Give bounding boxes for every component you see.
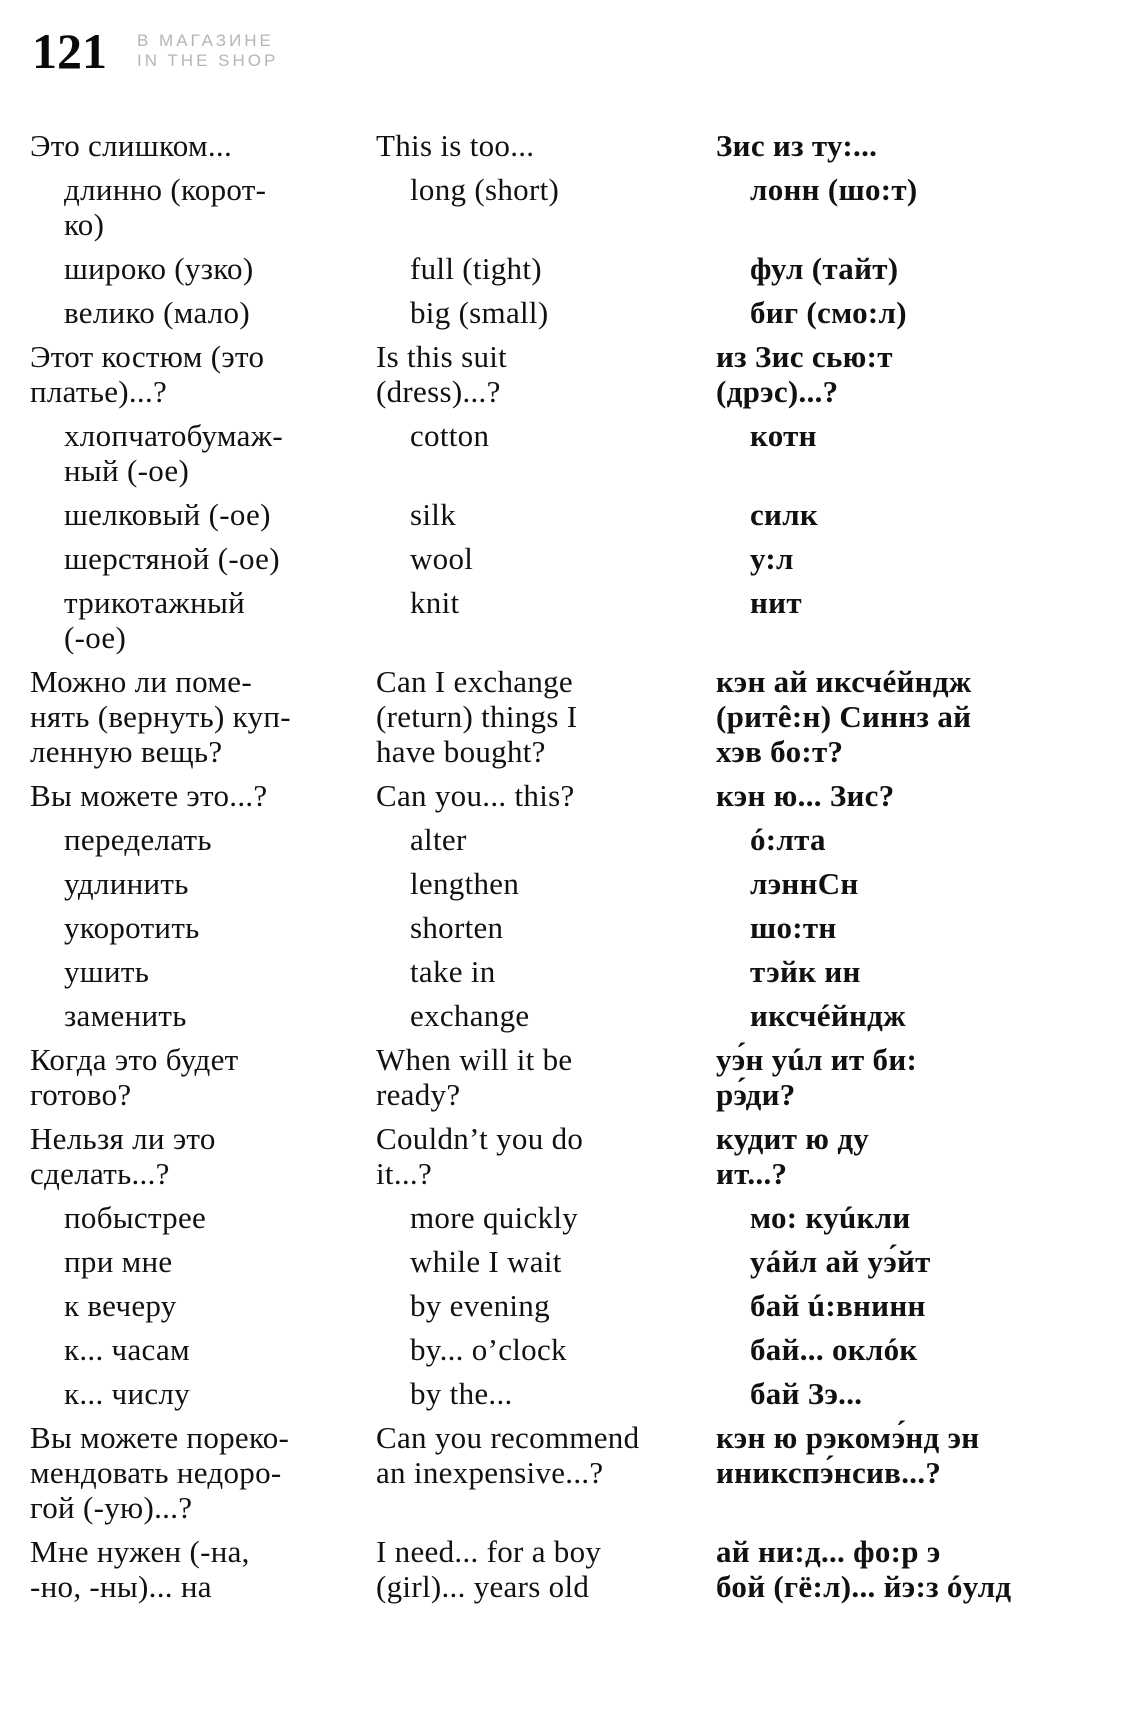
phrase-subrow [30,585,1115,655]
phrase-row [30,1042,1115,1112]
phrase-row [30,339,1115,409]
english-cell: lengthen [410,866,520,901]
transcription-cell: иксчéйндж [750,998,906,1033]
phrase-subrow [30,822,1115,857]
phrase-table [30,120,1115,1613]
running-head [137,31,278,71]
phrase-subrow [30,418,1115,488]
transcription-cell: кэн ай иксчéйндж (ритê:н) Синнз ай хэв бо:т? [716,664,972,769]
english-cell: Can you recommend an inexpensive...? [376,1420,640,1490]
english-cell: Is this suit (dress)...? [376,339,508,409]
russian-cell: велико (мало) [64,295,250,330]
russian-cell: хлопчатобумаж- ный (-ое) [64,418,284,488]
transcription-cell: лонн (шо:т) [750,172,918,207]
english-cell: by the... [410,1376,513,1411]
transcription-cell: тэйк ин [750,954,861,989]
english-cell: cotton [410,418,490,453]
russian-cell: Мне нужен (-на, -но, -ны)... на [30,1534,250,1604]
english-cell: alter [410,822,467,857]
russian-cell: Нельзя ли это сделать...? [30,1121,216,1191]
english-cell: I need... for a boy (girl)... years old [376,1534,602,1604]
transcription-cell: кэн ю... Зис? [716,778,895,813]
transcription-cell: нит [750,585,802,620]
phrase-subrow [30,251,1115,286]
russian-cell: переделать [64,822,212,857]
running-head-ru: В МАГАЗИНЕ [137,31,274,50]
phrase-subrow [30,497,1115,532]
english-cell: This is too... [376,128,535,163]
transcription-cell: кудит ю ду ит...? [716,1121,870,1191]
transcription-cell: ó:лта [750,822,826,857]
transcription-cell: уáйл ай уэ́йт [750,1244,931,1279]
english-cell: silk [410,497,456,532]
transcription-cell: ай ни:д... фо:р э бой (гё:л)... йэ:з óулд [716,1534,1012,1604]
transcription-cell: бай ú:внинн [750,1288,926,1323]
english-cell: long (short) [410,172,560,207]
english-cell: Can I exchange (return) things I have bought? [376,664,578,769]
page-number: 121 [32,23,107,79]
english-cell: shorten [410,910,504,945]
english-cell: by evening [410,1288,550,1323]
english-cell: Couldn’t you do it...? [376,1121,584,1191]
russian-cell: к... числу [64,1376,190,1411]
transcription-cell: фул (тайт) [750,251,899,286]
russian-cell: побыстрее [64,1200,207,1235]
phrase-row [30,1534,1115,1604]
transcription-cell: уэ́н уúл ит би: рэ́ди? [716,1042,918,1112]
russian-cell: удлинить [64,866,189,901]
transcription-cell: у:л [750,541,794,576]
russian-cell: заменить [64,998,187,1033]
english-cell: by... o’clock [410,1332,567,1367]
transcription-cell: из Зис сью:т (дрэс)...? [716,339,893,409]
transcription-cell: шо:тн [750,910,837,945]
transcription-cell: бай Зэ... [750,1376,863,1411]
english-cell: more quickly [410,1200,579,1235]
english-cell: exchange [410,998,530,1033]
russian-cell: широко (узко) [64,251,254,286]
english-cell: take in [410,954,496,989]
russian-cell: Вы можете это...? [30,778,268,813]
russian-cell: Вы можете пореко- мендовать недоро- гой (-ую)...? [30,1420,290,1525]
english-cell: full (tight) [410,251,542,286]
english-cell: big (small) [410,295,549,330]
russian-cell: Когда это будет готово? [30,1042,239,1112]
russian-cell: шелковый (-ое) [64,497,271,532]
running-head-en: IN THE SHOP [137,51,279,70]
english-cell: Can you... this? [376,778,575,813]
phrase-subrow [30,1244,1115,1279]
transcription-cell: мо: куúкли [750,1200,911,1235]
russian-cell: длинно (корот- ко) [64,172,267,242]
transcription-cell: лэннСн [750,866,859,901]
russian-cell: трикотажный (-ое) [64,585,246,655]
phrase-row [30,664,1115,769]
english-cell: When will it be ready? [376,1042,573,1112]
phrase-subrow [30,172,1115,242]
transcription-cell: бай... оклóк [750,1332,918,1367]
phrase-subrow [30,1376,1115,1411]
transcription-cell: котн [750,418,817,453]
transcription-cell: Зис из ту:... [716,128,878,163]
phrase-subrow [30,541,1115,576]
phrase-subrow [30,910,1115,945]
phrase-subrow [30,954,1115,989]
phrase-subrow [30,998,1115,1033]
phrase-row [30,778,1115,813]
russian-cell: при мне [64,1244,173,1279]
phrase-row [30,1420,1115,1525]
russian-cell: к вечеру [64,1288,177,1323]
phrase-subrow [30,866,1115,901]
phrase-subrow [30,1200,1115,1235]
russian-cell: шерстяной (-ое) [64,541,280,576]
transcription-cell: силк [750,497,819,532]
phrase-subrow [30,295,1115,330]
transcription-cell: биг (смо:л) [750,295,907,330]
page-header [32,23,279,79]
russian-cell: укоротить [64,910,200,945]
phrase-subrow [30,1288,1115,1323]
phrase-subrow [30,1332,1115,1367]
phrase-row [30,128,1115,163]
english-cell: knit [410,585,460,620]
russian-cell: ушить [64,954,150,989]
russian-cell: к... часам [64,1332,190,1367]
russian-cell: Этот костюм (это платье)...? [30,339,265,409]
english-cell: wool [410,541,474,576]
russian-cell: Можно ли поме- нять (вернуть) куп- ленную вещь? [30,664,291,769]
russian-cell: Это слишком... [30,128,233,163]
transcription-cell: кэн ю рэкомэ́нд эн иникспэ́нсив...? [716,1420,980,1490]
english-cell: while I wait [410,1244,562,1279]
phrase-row [30,1121,1115,1191]
